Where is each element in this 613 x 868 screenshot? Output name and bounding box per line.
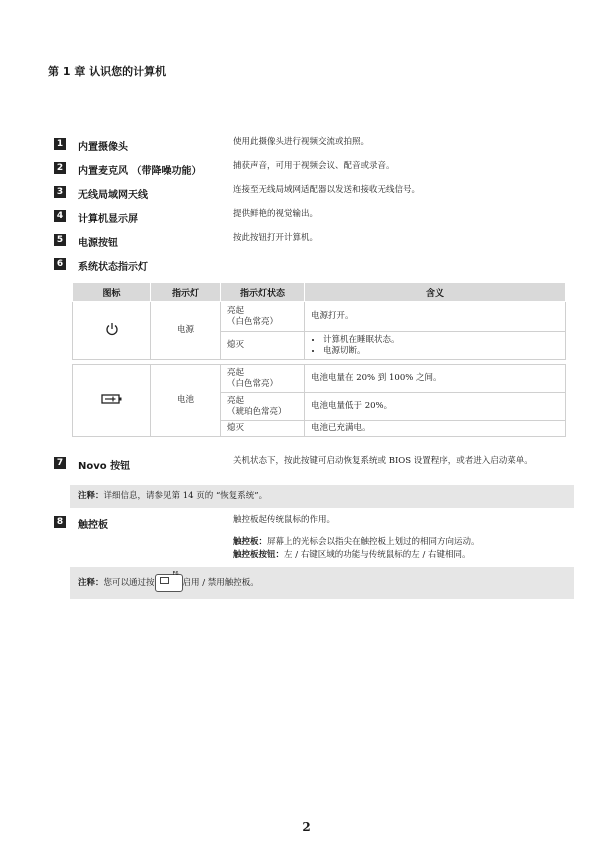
power-icon-cell xyxy=(73,302,151,360)
chapter-title: 第 1 章 认识您的计算机 xyxy=(48,65,167,78)
sub-label: 触控板按钮： xyxy=(233,550,285,560)
indicator-name: 电源 xyxy=(151,302,221,360)
list-item: • 计算机在睡眠状态。 xyxy=(323,335,559,346)
indicator-meaning: 电池电量低于 20%。 xyxy=(305,393,566,421)
item-desc: 连接至无线局域网适配器以发送和接收无线信号。 xyxy=(233,185,421,195)
item-number: 8 xyxy=(54,516,66,528)
indicator-meaning: 电池已充满电。 xyxy=(305,421,566,437)
f6-key-icon: F6 xyxy=(155,574,183,592)
item-term: 内置麦克风 （带降噪功能） xyxy=(78,166,202,177)
power-icon xyxy=(105,322,119,336)
battery-icon xyxy=(101,393,123,405)
item-number: 3 xyxy=(54,186,66,198)
note-box xyxy=(70,567,574,599)
sub-label: 触控板： xyxy=(233,537,268,547)
header-indicator: 指示灯 xyxy=(151,283,221,302)
item-desc: 触控板起传统鼠标的作用。 xyxy=(233,515,336,525)
item-term: 无线局域网天线 xyxy=(78,190,148,201)
battery-icon-cell xyxy=(73,365,151,437)
header-icon: 图标 xyxy=(73,283,151,302)
item-desc: 按此按钮打开计算机。 xyxy=(233,233,319,243)
indicator-state: 亮起 （白色常亮） xyxy=(221,365,305,393)
item-term: 触控板 xyxy=(78,520,108,531)
item-number: 7 xyxy=(54,457,66,469)
item-number: 2 xyxy=(54,162,66,174)
item-term: 系统状态指示灯 xyxy=(78,262,148,273)
item-term: 电源按钮 xyxy=(78,238,118,249)
item-number: 4 xyxy=(54,210,66,222)
note-text: 您可以通过按 xyxy=(103,578,155,588)
note-text: 启用 / 禁用触控板。 xyxy=(182,578,259,588)
item-desc: 使用此摄像头进行视频交流或拍照。 xyxy=(233,137,370,147)
sub-text: 左 / 右键区域的功能与传统鼠标的左 / 右键相同。 xyxy=(284,550,471,560)
item-desc: 捕获声音，可用于视频会议、配音或录音。 xyxy=(233,161,395,171)
page-number: 2 xyxy=(302,820,311,834)
indicator-name: 电池 xyxy=(151,365,221,437)
item-number: 1 xyxy=(54,138,66,150)
note-text: 详细信息，请参见第 14 页的 “恢复系统”。 xyxy=(103,491,268,501)
item-term: 计算机显示屏 xyxy=(78,214,138,225)
sub-text: 屏幕上的光标会以指尖在触控板上划过的相同方向运动。 xyxy=(267,537,480,547)
indicator-state: 熄灭 xyxy=(221,332,305,360)
indicator-state: 熄灭 xyxy=(221,421,305,437)
item-desc: 提供鲜艳的视觉输出。 xyxy=(233,209,319,219)
header-state: 指示灯状态 xyxy=(221,283,305,302)
item-number: 5 xyxy=(54,234,66,246)
table-row xyxy=(73,302,566,332)
note-box xyxy=(70,485,574,508)
item-term: 内置摄像头 xyxy=(78,142,128,153)
indicator-state: 亮起 （琥珀色常亮） xyxy=(221,393,305,421)
touchpad-sub-desc xyxy=(233,536,563,562)
header-meaning: 含义 xyxy=(305,283,566,302)
item-desc: 关机状态下，按此按键可启动恢复系统或 BIOS 设置程序，或者进入启动菜单。 xyxy=(233,456,533,466)
indicator-state: 亮起 （白色常亮） xyxy=(221,302,305,332)
indicator-meaning xyxy=(305,332,566,360)
item-number: 6 xyxy=(54,258,66,270)
indicator-meaning: 电池电量在 20% 到 100% 之间。 xyxy=(305,365,566,393)
table-row xyxy=(73,365,566,393)
indicator-meaning: 电源打开。 xyxy=(305,302,566,332)
note-label: 注释： xyxy=(78,578,104,588)
table-header-row xyxy=(73,283,566,302)
item-term: Novo 按钮 xyxy=(78,461,131,472)
status-indicator-table xyxy=(72,282,566,437)
note-label: 注释： xyxy=(78,491,104,501)
list-item: • 电源切断。 xyxy=(323,346,559,357)
